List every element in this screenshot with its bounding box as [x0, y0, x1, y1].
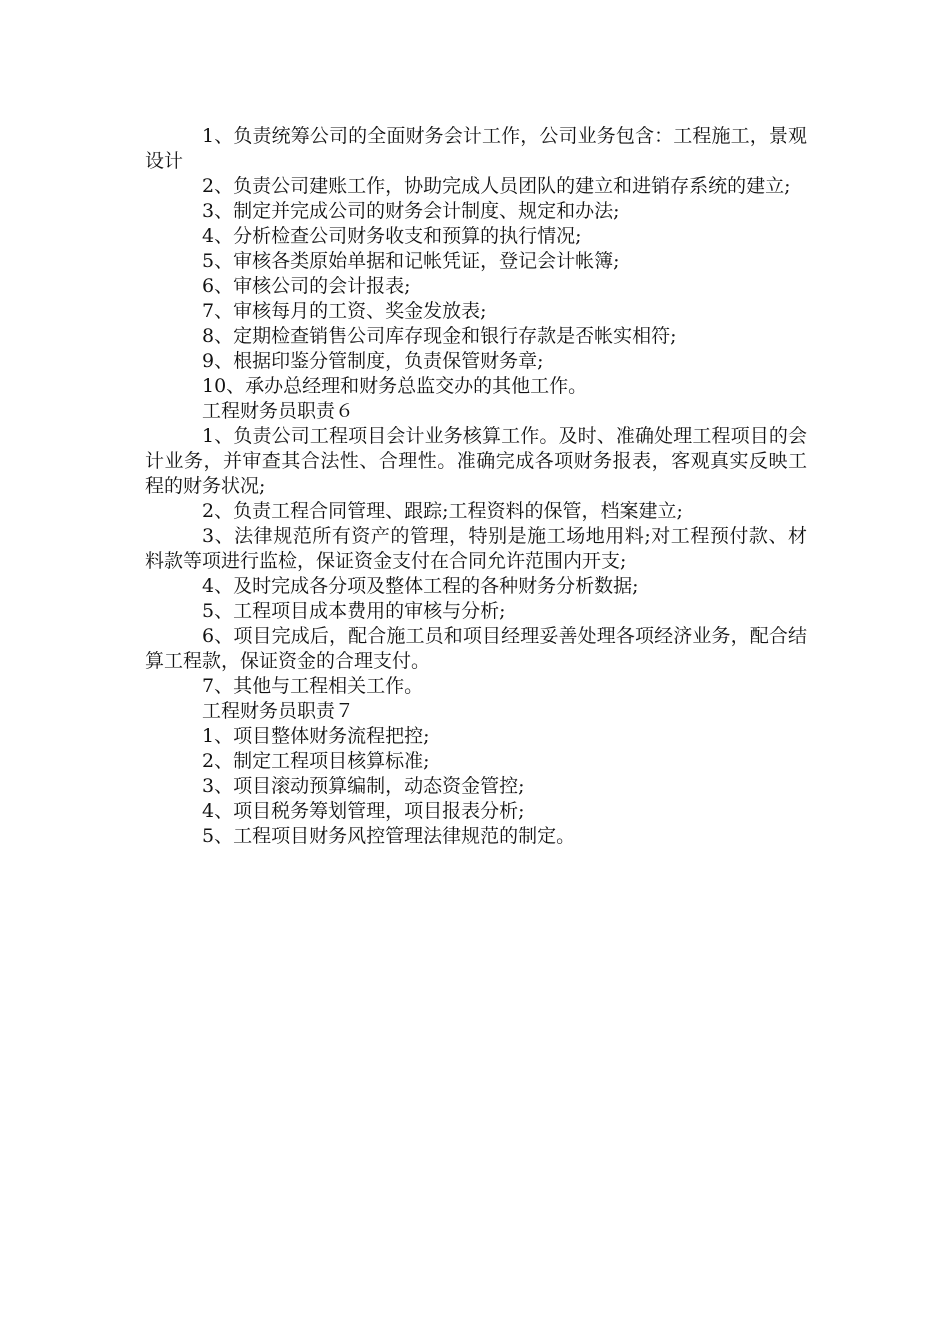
- paragraph: 1、项目整体财务流程把控;: [202, 725, 430, 747]
- paragraph: 5、工程项目成本费用的审核与分析;: [202, 600, 506, 622]
- paragraph: 8、定期检查销售公司库存现金和银行存款是否帐实相符;: [202, 325, 677, 347]
- section-heading: 工程财务员职责６: [202, 400, 355, 422]
- paragraph: 1、负责统筹公司的全面财务会计工作，公司业务包含：工程施工，景观设计: [145, 125, 807, 172]
- paragraph: 9、根据印鉴分管制度，负责保管财务章;: [202, 350, 544, 372]
- paragraph: 4、项目税务筹划管理，项目报表分析;: [202, 800, 525, 822]
- paragraph: 6、项目完成后，配合施工员和项目经理妥善处理各项经济业务，配合结算工程款，保证资金的合理支付。: [145, 625, 807, 672]
- paragraph: 3、法律规范所有资产的管理，特别是施工场地用料;对工程预付款、材料款等项进行监检，保证资金支付在合同允许范围内开支;: [145, 525, 807, 572]
- document-body: [145, 124, 807, 849]
- paragraph: 6、审核公司的会计报表;: [202, 275, 411, 297]
- paragraph: 10、承办总经理和财务总监交办的其他工作。: [202, 375, 588, 397]
- paragraph: 2、负责工程合同管理、跟踪;工程资料的保管，档案建立;: [202, 500, 683, 522]
- paragraph: 4、分析检查公司财务收支和预算的执行情况;: [202, 225, 582, 247]
- paragraph: 5、工程项目财务风控管理法律规范的制定。: [202, 825, 576, 847]
- paragraph: 2、负责公司建账工作，协助完成人员团队的建立和进销存系统的建立;: [202, 175, 791, 197]
- paragraph: 1、负责公司工程项目会计业务核算工作。及时、准确处理工程项目的会计业务，并审查其合法性、合理性。准确完成各项财务报表，客观真实反映工程的财务状况;: [145, 425, 807, 497]
- section-heading: 工程财务员职责７: [202, 700, 355, 722]
- paragraph: 5、审核各类原始单据和记帐凭证，登记会计帐簿;: [202, 250, 620, 272]
- paragraph: 3、制定并完成公司的财务会计制度、规定和办法;: [202, 200, 620, 222]
- paragraph: 7、审核每月的工资、奖金发放表;: [202, 300, 487, 322]
- paragraph: 3、项目滚动预算编制，动态资金管控;: [202, 775, 525, 797]
- paragraph: 2、制定工程项目核算标准;: [202, 750, 430, 772]
- paragraph: 4、及时完成各分项及整体工程的各种财务分析数据;: [202, 575, 639, 597]
- paragraph: 7、其他与工程相关工作。: [202, 675, 424, 697]
